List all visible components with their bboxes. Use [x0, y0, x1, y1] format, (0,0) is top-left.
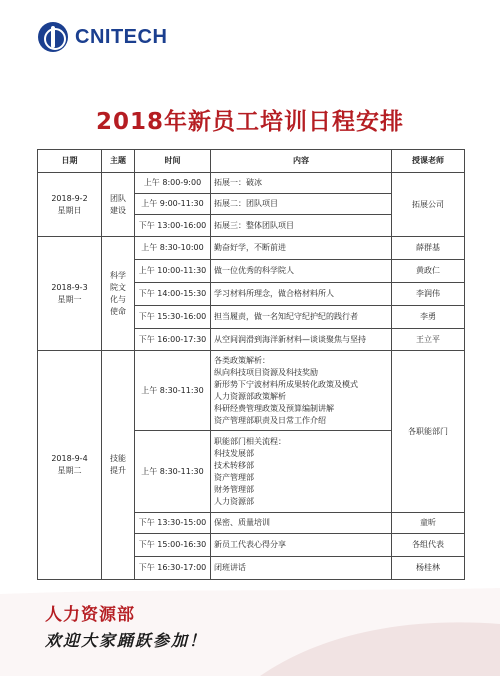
topic-text: 团队 — [110, 193, 126, 203]
content-cell: 从空间润滑到海洋新材料—谈谈聚焦与坚持 — [211, 329, 392, 351]
content-cell: 拓展二：团队项目 — [211, 194, 392, 215]
time-cell: 上午 8:30-11:30 — [135, 351, 211, 431]
content-cell — [211, 431, 392, 513]
topic-cell — [102, 351, 135, 580]
date-text: 2018-9-4 — [51, 454, 88, 463]
topic-cell — [102, 237, 135, 351]
time-cell: 上午 10:00-11:30 — [135, 260, 211, 283]
teacher-cell: 李润伟 — [392, 283, 465, 306]
teacher-cell: 王立平 — [392, 329, 465, 351]
content-line: 技术转移部 — [214, 460, 254, 470]
time-cell: 下午 16:30-17:00 — [135, 557, 211, 580]
topic-text: 院文 — [110, 282, 126, 292]
header — [0, 0, 500, 62]
page-title: 2018年新员工培训日程安排 — [95, 109, 404, 135]
footer — [0, 588, 500, 676]
date-text: 2018-9-3 — [51, 282, 88, 292]
teacher-cell: 李勇 — [392, 306, 465, 329]
time-cell: 上午 8:30-11:30 — [135, 431, 211, 513]
topic-text: 提升 — [110, 466, 126, 475]
content-cell: 拓展三：整体团队项目 — [211, 215, 392, 237]
time-cell: 下午 13:30-15:00 — [135, 513, 211, 534]
header-topic: 主题 — [102, 150, 135, 173]
content-line: 纵向科技项目资源及科技奖励 — [214, 367, 318, 377]
topic-text: 技能 — [110, 454, 126, 463]
logo-text: CNITECH — [75, 25, 168, 48]
header-teacher: 授课老师 — [392, 150, 465, 173]
time-cell: 上午 8:30-10:00 — [135, 237, 211, 260]
table-row — [38, 173, 465, 194]
time-cell: 下午 16:00-17:30 — [135, 329, 211, 351]
content-line: 科研经费管理政策及预算编制讲解 — [214, 403, 334, 413]
header-content: 内容 — [211, 150, 392, 173]
table-row — [38, 351, 465, 431]
time-cell: 上午 8:00-9:00 — [135, 173, 211, 194]
content-cell: 做一位优秀的科学院人 — [211, 260, 392, 283]
time-cell: 下午 13:00-16:00 — [135, 215, 211, 237]
time-cell: 下午 14:00-15:30 — [135, 283, 211, 306]
teacher-cell: 杨桂林 — [392, 557, 465, 580]
topic-text: 使命 — [110, 306, 126, 316]
content-cell — [211, 351, 392, 431]
topic-text: 建设 — [110, 205, 126, 215]
content-cell: 拓展一：破冰 — [211, 173, 392, 194]
content-line: 科技发展部 — [214, 448, 254, 458]
content-line: 资产管理部职责及日常工作介绍 — [214, 415, 326, 425]
logo-emblem-icon — [38, 22, 68, 52]
header-date: 日期 — [38, 150, 102, 173]
teacher-cell: 各职能部门 — [392, 351, 465, 513]
header-time: 时间 — [135, 150, 211, 173]
table-row — [38, 237, 465, 260]
content-line: 职能部门相关流程： — [214, 436, 286, 446]
date-cell — [38, 351, 102, 580]
weekday-text: 星期二 — [57, 466, 82, 475]
topic-cell — [102, 173, 135, 237]
department-name: 人力资源部 — [45, 605, 135, 625]
weekday-text: 星期一 — [57, 294, 82, 304]
teacher-cell: 黄政仁 — [392, 260, 465, 283]
content-line: 资产管理部 — [214, 472, 254, 482]
content-cell: 担当履责，做一名知纪守纪护纪的践行者 — [211, 306, 392, 329]
date-cell — [38, 237, 102, 351]
schedule-table — [37, 149, 465, 580]
content-cell: 闭班讲话 — [211, 557, 392, 580]
content-cell: 学习材料所理念，做合格材料所人 — [211, 283, 392, 306]
teacher-cell: 各组代表 — [392, 534, 465, 557]
teacher-cell: 薛群基 — [392, 237, 465, 260]
logo — [38, 22, 167, 52]
slogan: 欢迎大家踊跃参加！ — [45, 631, 208, 650]
content-cell: 勤奋好学，不断前进 — [211, 237, 392, 260]
time-cell: 下午 15:00-16:30 — [135, 534, 211, 557]
date-cell — [38, 173, 102, 237]
content-line: 各类政策解析： — [214, 355, 270, 365]
topic-text: 化与 — [110, 294, 126, 304]
content-cell: 保密、质量培训 — [211, 513, 392, 534]
teacher-cell: 童昕 — [392, 513, 465, 534]
weekday-text: 星期日 — [57, 205, 82, 215]
table-header-row — [38, 150, 465, 173]
content-line: 人力资源部 — [214, 496, 254, 506]
content-line: 新形势下宁波材料所成果转化政策及模式 — [214, 379, 358, 389]
time-cell: 下午 15:30-16:00 — [135, 306, 211, 329]
teacher-cell: 拓展公司 — [392, 173, 465, 237]
date-text: 2018-9-2 — [51, 193, 88, 203]
time-cell: 上午 9:00-11:30 — [135, 194, 211, 215]
content-line: 人力资源部政策解析 — [214, 391, 286, 401]
content-cell: 新员工代表心得分享 — [211, 534, 392, 557]
content-line: 财务管理部 — [214, 484, 254, 494]
topic-text: 科学 — [110, 270, 126, 280]
